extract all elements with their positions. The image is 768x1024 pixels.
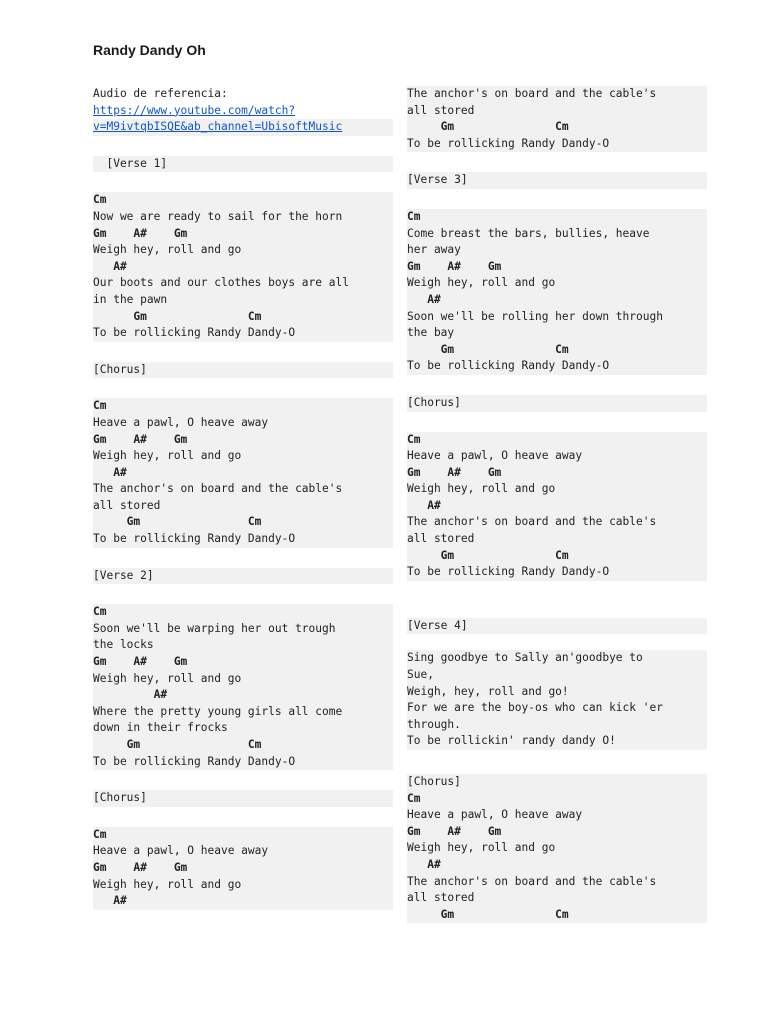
lyric-line: Weigh hey, roll and go	[407, 481, 707, 498]
chord-line: Gm A# Gm	[407, 259, 707, 276]
lyric-line: To be rollicking Randy Dandy-O	[93, 325, 393, 342]
lyric-line: Heave a pawl, O heave away	[93, 415, 393, 432]
lyric-line: in the pawn	[93, 292, 393, 309]
lyric-line: her away	[407, 242, 707, 259]
chord-line: A#	[93, 687, 393, 704]
chord-line: Gm A# Gm	[93, 226, 393, 243]
chord-line: A#	[407, 857, 707, 874]
lyric-line: Heave a pawl, O heave away	[407, 448, 707, 465]
lyric-line: To be rollicking Randy Dandy-O	[407, 564, 707, 581]
chord-line: Gm A# Gm	[407, 465, 707, 482]
chord-line: Gm Cm	[407, 119, 707, 136]
lyric-line: To be rollicking Randy Dandy-O	[93, 754, 393, 771]
lyric-line: Soon we'll be warping her out trough	[93, 621, 393, 638]
lyric-line: Weigh hey, roll and go	[93, 448, 393, 465]
chord-line: Cm	[407, 791, 707, 808]
lyric-line: Heave a pawl, O heave away	[93, 843, 393, 860]
lyric-line: Weigh hey, roll and go	[93, 671, 393, 688]
lyric-line: Weigh, hey, roll and go!	[407, 684, 707, 701]
chord-line: Cm	[93, 192, 393, 209]
reference-label: Audio de referencia:	[93, 87, 228, 100]
section-tag: [Verse 2]	[93, 568, 393, 585]
right-column	[407, 86, 707, 923]
chord-line: Cm	[93, 398, 393, 415]
lyric-line: Come breast the bars, bullies, heave	[407, 226, 707, 243]
lyric-line: the locks	[93, 637, 393, 654]
reference-link-line1[interactable]: https://www.youtube.com/watch?	[93, 103, 296, 117]
chord-line: Gm A# Gm	[93, 860, 393, 877]
lyric-line: the bay	[407, 325, 707, 342]
lyric-line: Sing goodbye to Sally an'goodbye to	[407, 650, 707, 667]
lyric-line: For we are the boy-os who can kick 'er	[407, 700, 707, 717]
section-tag: [Verse 4]	[407, 618, 707, 635]
lyric-line: Sue,	[407, 667, 707, 684]
chord-line: A#	[407, 292, 707, 309]
chord-line: Gm Cm	[93, 309, 393, 326]
lyric-line: Our boots and our clothes boys are all	[93, 275, 393, 292]
chord-line: Cm	[407, 209, 707, 226]
lyric-line: To be rollicking Randy Dandy-O	[407, 136, 707, 153]
chord-line: Gm Cm	[407, 342, 707, 359]
chord-line: Gm A# Gm	[93, 432, 393, 449]
section-tag: [Chorus]	[93, 790, 393, 807]
chord-line: Gm Cm	[93, 737, 393, 754]
section-tag: [Chorus]	[407, 395, 707, 412]
lyric-line: To be rollicking Randy Dandy-O	[407, 358, 707, 375]
lyric-line: Weigh hey, roll and go	[407, 275, 707, 292]
chord-line: Gm A# Gm	[407, 824, 707, 841]
lyric-line: all stored	[407, 531, 707, 548]
section-tag: [Chorus]	[93, 362, 393, 379]
lyric-line: To be rollicking Randy Dandy-O	[93, 531, 393, 548]
lyric-line: Weigh hey, roll and go	[407, 840, 707, 857]
lyric-line: Soon we'll be rolling her down through	[407, 309, 707, 326]
lyric-line: Where the pretty young girls all come	[93, 704, 393, 721]
lyric-line: The anchor's on board and the cable's	[93, 481, 393, 498]
lyric-line: down in their frocks	[93, 720, 393, 737]
section-tag: [Verse 3]	[407, 172, 707, 189]
chord-line: Gm Cm	[93, 514, 393, 531]
lyric-line: Now we are ready to sail for the horn	[93, 209, 393, 226]
left-column	[93, 86, 393, 910]
lyric-line: To be rollickin' randy dandy O!	[407, 733, 707, 750]
page-title: Randy Dandy Oh	[93, 42, 206, 58]
chord-line: Cm	[93, 604, 393, 621]
chord-line: A#	[407, 498, 707, 515]
lyric-line: Weigh hey, roll and go	[93, 877, 393, 894]
chord-line: Gm Cm	[407, 907, 707, 924]
chord-line: Cm	[407, 432, 707, 449]
lyric-line: Weigh hey, roll and go	[93, 242, 393, 259]
lyric-line: all stored	[407, 890, 707, 907]
chord-line: Gm Cm	[407, 548, 707, 565]
chord-line: A#	[93, 893, 393, 910]
lyric-line: all stored	[93, 498, 393, 515]
lyric-line: The anchor's on board and the cable's	[407, 514, 707, 531]
chord-line: Gm A# Gm	[93, 654, 393, 671]
lyric-line: Heave a pawl, O heave away	[407, 807, 707, 824]
lyric-line: all stored	[407, 103, 707, 120]
chord-line: Cm	[93, 827, 393, 844]
lyric-line: through.	[407, 717, 707, 734]
reference-link-line2[interactable]: v=M9ivtqbISQE&ab_channel=UbisoftMusic	[93, 120, 343, 134]
section-tag: [Verse 1]	[93, 156, 393, 173]
section-tag: [Chorus]	[407, 774, 707, 791]
lyric-line: The anchor's on board and the cable's	[407, 874, 707, 891]
chord-line: A#	[93, 465, 393, 482]
lyric-line: The anchor's on board and the cable's	[407, 86, 707, 103]
chord-line: A#	[93, 259, 393, 276]
